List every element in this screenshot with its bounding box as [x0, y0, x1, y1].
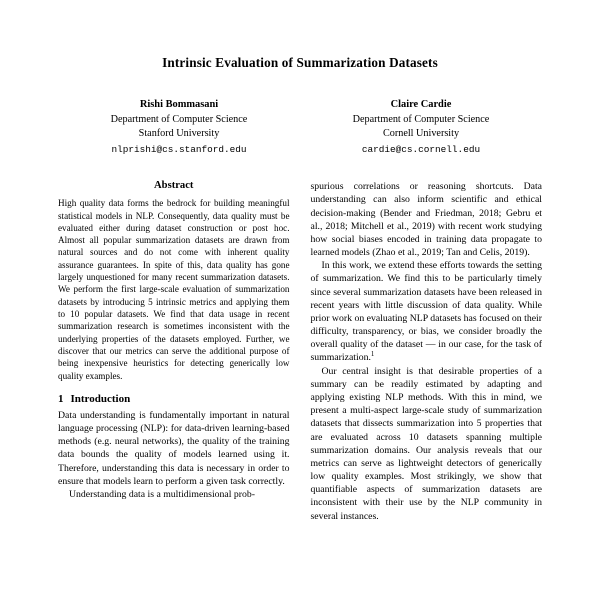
- author-list: [58, 98, 542, 156]
- author-block-2: [300, 98, 542, 156]
- intro-paragraph-1: Data understanding is fundamentally important in natural language processing (NLP): for data-driven learning-based methods (e.g. neural networks), the quality of the training data bounds the quality of models learned using it. Therefore, understanding this data is necessary in order to ensure that models learn to perform a given task correctly.: [58, 409, 290, 487]
- two-column-body: [58, 180, 542, 522]
- footnote-marker[interactable]: 1: [370, 350, 375, 359]
- right-column: [311, 180, 543, 522]
- intro-paragraph-2: Understanding data is a multidimensional prob-: [69, 488, 256, 500]
- right-paragraph-1: spurious correlations or reasoning shortcuts. Data understanding can also inform scientific and ethical decision-making (Bender and Friedman, 2018; Gebru et al., 2018; Mitchell et al., 2019) with recent work studying how social biases encoded in training data propagate to learned models (Zhao et al., 2019; Tan and Celis, 2019).: [310, 181, 542, 259]
- author-name: Claire Cardie: [390, 99, 452, 111]
- right-paragraph-3: Our central insight is that desirable properties of a summary can be readily estimated by adapting and applying existing NLP methods. With this in mind, we present a multi-aspect large-scale study of summarization datasets that dissects summarization into 5 properties that are evaluated across 10 datasets spanning multiple summarization domains. Our analysis reveals that our metrics can serve as lightweight detectors of generically low quality examples. Most strikingly, we show that quantifiable aspects of summarization datasets are inconsistent with their use by the NLP community in several instances.: [310, 365, 542, 522]
- author-institution: Stanford University: [138, 128, 220, 140]
- right-paragraph-2-text: In this work, we extend these efforts towards the setting of summarization. We find this to be particularly timely since several summarization datasets have been released in recent years with little discussion of data quality. While prior work on evaluating NLP datasets has focused on their difficulty, transparency, or bias, we consider broadly the overall quality of the dataset — in our case, for the task of summarization.: [310, 260, 542, 364]
- author-email[interactable]: cardie@cs.cornell.edu: [361, 143, 481, 155]
- author-institution: Cornell University: [382, 128, 460, 140]
- abstract-heading: Abstract: [154, 180, 194, 192]
- author-block-1: [58, 98, 300, 156]
- page-title: Intrinsic Evaluation of Summarization Datasets: [162, 55, 438, 70]
- author-email[interactable]: nlprishi@cs.stanford.edu: [111, 143, 247, 155]
- section-title: Introduction: [70, 392, 131, 405]
- left-column: [58, 180, 290, 522]
- author-department: Department of Computer Science: [110, 113, 248, 125]
- author-department: Department of Computer Science: [352, 113, 490, 125]
- section-number: 1: [58, 392, 64, 405]
- section-heading-introduction: [58, 393, 290, 405]
- abstract-text: High quality data forms the bedrock for building meaningful statistical models in NLP. Consequently, data quality must be evaluated either during dataset construction or post hoc. Almost all popular summarization datasets are drawn from natural sources and do not come with inherent quality assurance guarantees. In spite of this, data quality has gone largely unquestioned for many recent summarization datasets. We perform the first large-scale evaluation of summarization datasets by introducing 5 intrinsic metrics and applying them to 10 popular datasets. We find that data usage in recent summarization research is sometimes inconsistent with the underlying properties of the datasets employed. Further, we discover that our metrics can serve the additional purpose of being inexpensive heuristics for detecting generically low quality examples.: [58, 198, 290, 381]
- author-name: Rishi Bommasani: [139, 99, 219, 111]
- right-paragraph-2: [311, 259, 543, 364]
